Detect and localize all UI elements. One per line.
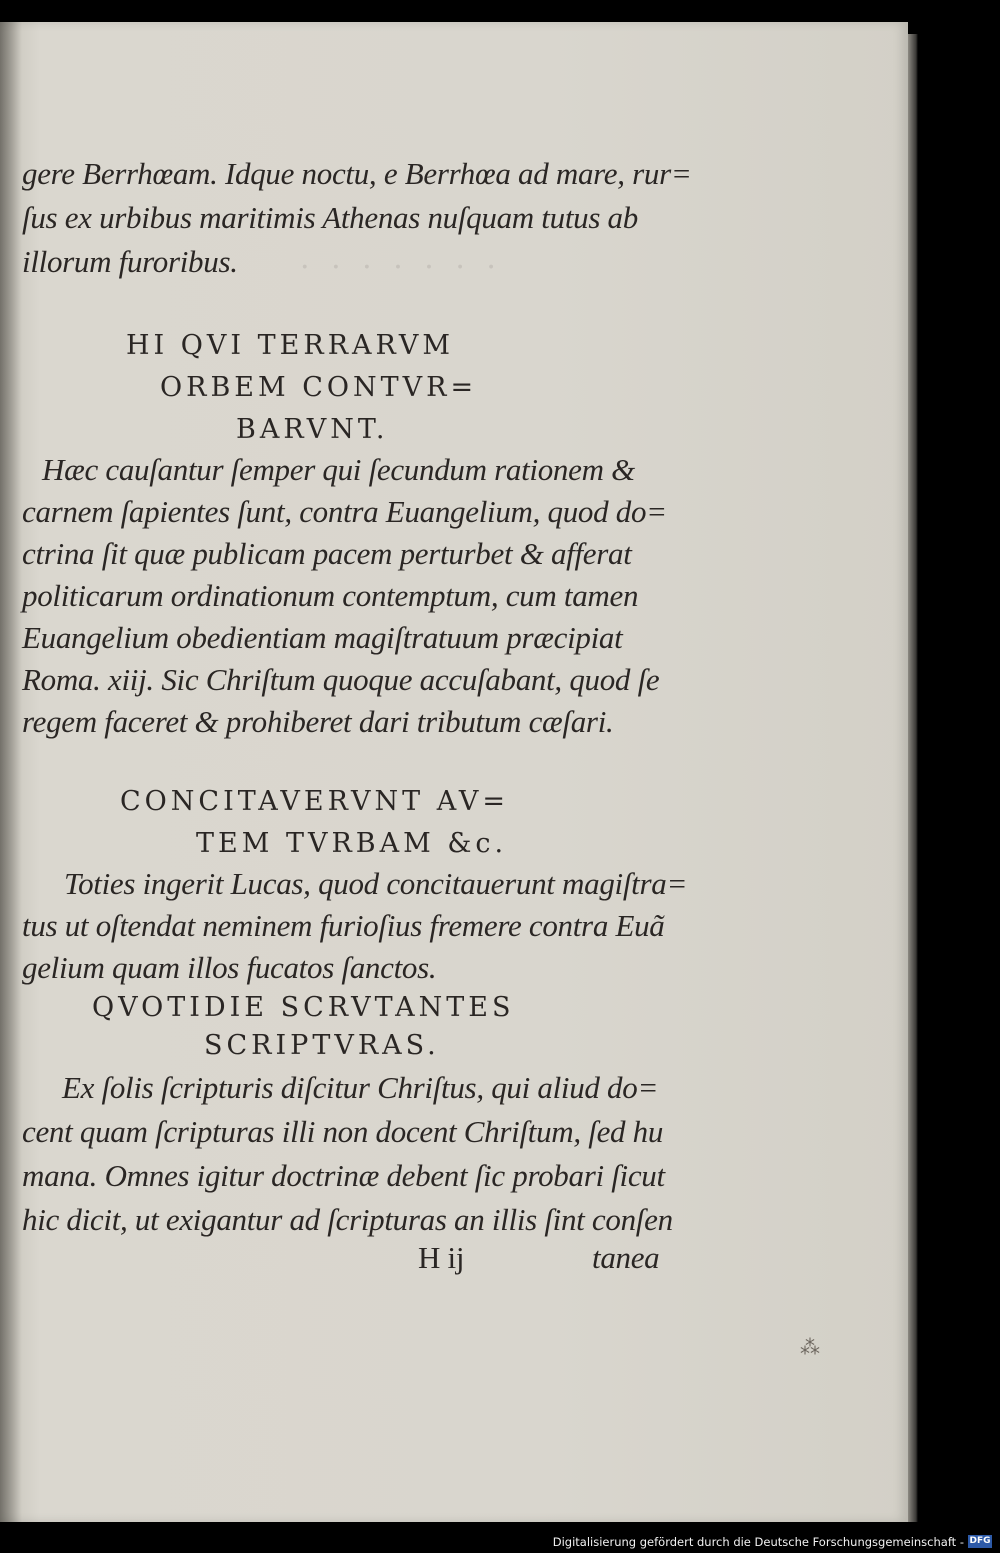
paper-speck: ⁂ (800, 1337, 820, 1359)
page-edge (908, 34, 918, 1522)
text-line: ſus ex urbibus maritimis Athenas nuſquam tutus ab (22, 200, 638, 235)
text-line: carnem ſapientes ſunt, contra Euangelium, quod do= (22, 494, 667, 529)
heading-line: QVOTIDIE SCRVTANTES (92, 992, 515, 1023)
text-line: Hæc cauſantur ſemper qui ſecundum rationem & (42, 452, 635, 487)
catchword: tanea (592, 1240, 660, 1275)
text-line: regem faceret & prohiberet dari tributum cæſari. (22, 704, 614, 739)
text-line: mana. Omnes igitur doctrinæ debent ſic probari ſicut (22, 1158, 665, 1193)
text-line: cent quam ſcripturas illi non docent Chriſtum, ſed hu (22, 1114, 664, 1149)
text-line: Euangelium obedientiam magiſtratuum præcipiat (22, 620, 623, 655)
heading-line: CONCITAVERVNT AV= (120, 786, 509, 817)
text-line: politicarum ordinationum contemptum, cum tamen (22, 578, 639, 613)
footer-credit: Digitalisierung gefördert durch die Deutsche Forschungsgemeinschaft - (552, 1535, 964, 1549)
text-line: ctrina ſit quæ publicam pacem perturbet & afferat (22, 536, 632, 571)
heading-line: ORBEM CONTVR= (160, 372, 478, 403)
heading-line: HI QVI TERRARVM (126, 330, 455, 361)
text-line: illorum furoribus. (22, 244, 238, 279)
page-gutter-shadow (0, 22, 22, 1522)
text-line: hic dicit, ut exigantur ad ſcripturas an illis ſint conſen (22, 1202, 673, 1237)
bleed-through-text: · · · · · · · (300, 250, 502, 285)
text-line: gelium quam illos fucatos ſanctos. (22, 950, 437, 985)
dfg-logo-icon[interactable]: DFG (969, 1536, 991, 1546)
heading-line: BARVNT. (236, 414, 389, 445)
heading-line: TEM TVRBAM &c. (196, 828, 508, 859)
text-line: gere Berrhœam. Idque noctu, e Berrhœa ad mare, rur= (22, 156, 692, 191)
text-line: Roma. xiij. Sic Chriſtum quoque accuſabant, quod ſe (22, 662, 660, 697)
text-line: Toties ingerit Lucas, quod concitauerunt magiſtra= (64, 866, 688, 901)
text-line: tus ut oſtendat neminem furioſius fremere contra Euã (22, 908, 665, 943)
signature-mark: H ij (418, 1240, 465, 1275)
text-line: Ex ſolis ſcripturis diſcitur Chriſtus, qui aliud do= (62, 1070, 659, 1105)
heading-line: SCRIPTVRAS. (204, 1030, 440, 1061)
